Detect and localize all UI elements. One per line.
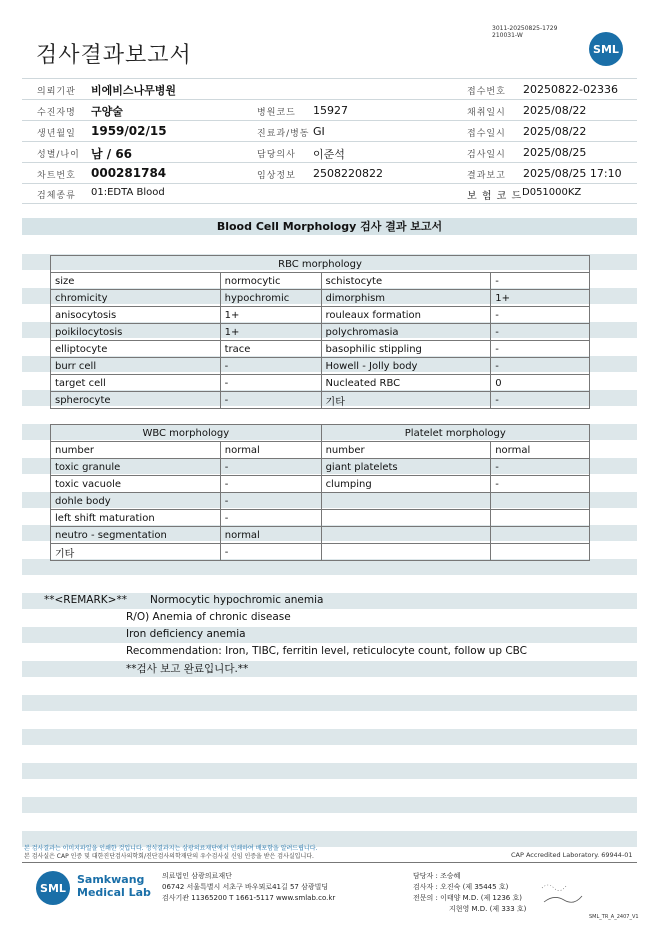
wbc-item: left shift maturation — [51, 510, 221, 527]
rbc-item: Nucleated RBC — [321, 375, 491, 392]
remark-line: R/O) Anemia of chronic disease — [126, 611, 291, 623]
document-code-line: 3011-20250825-1729 — [492, 25, 558, 32]
wbc-value: - — [220, 493, 321, 510]
rbc-item: poikilocytosis — [51, 324, 221, 341]
platelet-item: number — [321, 442, 491, 459]
table-row — [51, 307, 590, 324]
label-receipt-date: 접수일시 — [467, 129, 506, 139]
label-physician: 담당의사 — [257, 150, 296, 160]
table-row — [51, 375, 590, 392]
platelet-item — [321, 527, 491, 544]
sml-logo: SML — [589, 32, 623, 66]
rbc-item: polychromasia — [321, 324, 491, 341]
rbc-morphology-table — [50, 255, 590, 409]
wbc-item: neutro - segmentation — [51, 527, 221, 544]
section-title: Blood Cell Morphology 검사 결과 보고서 — [22, 218, 637, 235]
table-row — [51, 358, 590, 375]
insurance-code: D051000KZ — [522, 187, 582, 198]
platelet-value — [491, 493, 590, 510]
rbc-value: 1+ — [220, 307, 321, 324]
document-code-line: 210031-W — [492, 32, 523, 39]
rbc-value: - — [220, 392, 321, 409]
wbc-value: - — [220, 476, 321, 493]
rbc-item: dimorphism — [321, 290, 491, 307]
rbc-item: schistocyte — [321, 273, 491, 290]
remark-line: **검사 보고 완료입니다.** — [126, 663, 249, 675]
rbc-item: basophilic stippling — [321, 341, 491, 358]
platelet-value: - — [491, 459, 590, 476]
receipt-number: 20250822-02336 — [523, 83, 618, 96]
remark-label: **<REMARK>** — [44, 594, 127, 606]
rbc-value: 1+ — [220, 324, 321, 341]
wbc-item: dohle body — [51, 493, 221, 510]
rbc-value: - — [491, 392, 590, 409]
remark-line: Normocytic hypochromic anemia — [150, 594, 324, 606]
remark-line: Recommendation: Iron, TIBC, ferritin level, reticulocyte count, follow up CBC — [126, 645, 527, 657]
page-title: 검사결과보고서 — [36, 43, 192, 68]
staff-line: 지현영 M.D. (제 333 호) — [449, 905, 527, 913]
specimen-type: 01:EDTA Blood — [91, 187, 165, 198]
report-date: 2025/08/25 17:10 — [523, 167, 622, 180]
platelet-value: - — [491, 476, 590, 493]
rbc-item: spherocyte — [51, 392, 221, 409]
platelet-item — [321, 544, 491, 561]
platelet-value — [491, 527, 590, 544]
wbc-item: toxic granule — [51, 459, 221, 476]
platelet-table-title: Platelet morphology — [321, 425, 589, 442]
hospital-code: 15927 — [313, 104, 348, 117]
footer-address — [162, 871, 335, 904]
address-line: 06742 서울특별시 서초구 바우뫼로41길 57 삼광빌딩 — [162, 883, 329, 891]
rbc-value: - — [491, 307, 590, 324]
rbc-item: Howell - Jolly body — [321, 358, 491, 375]
physician: 이준석 — [313, 148, 345, 161]
label-report-date: 결과보고 — [467, 171, 506, 181]
rbc-value: - — [491, 358, 590, 375]
table-row — [51, 510, 590, 527]
rbc-item: rouleaux formation — [321, 307, 491, 324]
patient-name: 구양술 — [91, 105, 123, 118]
table-row — [51, 493, 590, 510]
birth-date: 1959/02/15 — [91, 124, 167, 138]
label-clinical-info: 임상정보 — [257, 171, 296, 181]
table-row — [51, 527, 590, 544]
label-receipt-number: 접수번호 — [467, 87, 506, 97]
table-row — [51, 324, 590, 341]
sex-age: 남 / 66 — [91, 147, 133, 161]
clinical-info: 2508220822 — [313, 167, 383, 180]
rbc-item: 기타 — [321, 392, 491, 409]
footer-note: 본 검사결과는 이미지파일을 인쇄한 것입니다. 정식결과지는 삼광의료재단에서 인쇄하여 배포함을 알려드립니다. — [24, 845, 318, 852]
label-hospital-code: 병원코드 — [257, 108, 296, 118]
wbc-value: normal — [220, 527, 321, 544]
wbc-value: - — [220, 544, 321, 561]
table-row — [51, 392, 590, 409]
rbc-value: normocytic — [220, 273, 321, 290]
wbc-table-title: WBC morphology — [51, 425, 322, 442]
staff-line: 검사자 : 오진숙 (제 35445 호) — [413, 883, 509, 891]
label-test-date: 검사일시 — [467, 150, 506, 160]
rbc-value: 0 — [491, 375, 590, 392]
remark-line: Iron deficiency anemia — [126, 628, 246, 640]
label-department: 진료과/병동 — [257, 129, 310, 139]
table-row — [51, 273, 590, 290]
cap-accreditation: CAP Accredited Laboratory. 69944-01 — [511, 851, 633, 859]
rbc-value: - — [491, 273, 590, 290]
rbc-value: 1+ — [491, 290, 590, 307]
label-patient-name: 수진자명 — [37, 108, 76, 118]
table-row — [51, 476, 590, 493]
table-row — [51, 459, 590, 476]
platelet-item — [321, 510, 491, 527]
form-code: SML_TR_A_2407_V1 — [589, 914, 639, 920]
address-line: 검사기관 11365200 T 1661-5117 www.smlab.co.kr — [162, 894, 336, 902]
label-insurance-code: 보 험 코 드 — [467, 191, 523, 202]
table-row — [51, 442, 590, 459]
department: GI — [313, 125, 325, 138]
staff-line: 전문의 : 이태양 M.D. (제 1236 호) — [413, 894, 522, 902]
table-row — [51, 341, 590, 358]
address-line: 의료법인 삼광의료재단 — [162, 872, 232, 880]
platelet-item: clumping — [321, 476, 491, 493]
platelet-value: normal — [491, 442, 590, 459]
wbc-platelet-table — [50, 424, 590, 561]
wbc-item: number — [51, 442, 221, 459]
sml-footer-logo: SML — [36, 871, 70, 905]
staff-line: 담당자 : 조승혜 — [413, 872, 461, 880]
rbc-table-title: RBC morphology — [51, 256, 590, 273]
signature-image — [538, 876, 598, 912]
rbc-item: elliptocyte — [51, 341, 221, 358]
platelet-value — [491, 544, 590, 561]
rbc-item: target cell — [51, 375, 221, 392]
rbc-value: hypochromic — [220, 290, 321, 307]
label-requesting-institution: 의뢰기관 — [37, 87, 76, 97]
brand-name: Samkwang — [77, 873, 145, 886]
footer-staff — [413, 871, 526, 915]
receipt-date: 2025/08/22 — [523, 125, 587, 138]
platelet-value — [491, 510, 590, 527]
wbc-value: normal — [220, 442, 321, 459]
collection-date: 2025/08/22 — [523, 104, 587, 117]
rbc-value: trace — [220, 341, 321, 358]
table-row — [51, 544, 590, 561]
wbc-value: - — [220, 510, 321, 527]
platelet-item — [321, 493, 491, 510]
platelet-item: giant platelets — [321, 459, 491, 476]
label-chart-number: 차트번호 — [37, 171, 76, 181]
rbc-item: chromicity — [51, 290, 221, 307]
requesting-institution: 비에비스나무병원 — [91, 84, 177, 97]
rbc-item: anisocytosis — [51, 307, 221, 324]
label-birth-date: 생년월일 — [37, 129, 76, 139]
table-row — [51, 290, 590, 307]
rbc-value: - — [491, 341, 590, 358]
wbc-value: - — [220, 459, 321, 476]
label-specimen-type: 검체종류 — [37, 191, 76, 201]
wbc-item: toxic vacuole — [51, 476, 221, 493]
footer-note: 본 검사실은 CAP 인증 및 대한진단검사의학회/진단검사의학재단의 우수검사실 신임 인증을 받은 검사실입니다. — [24, 853, 314, 860]
rbc-value: - — [491, 324, 590, 341]
brand-name: Medical Lab — [77, 886, 151, 899]
chart-number: 000281784 — [91, 166, 167, 180]
label-sex-age: 성별/나이 — [37, 150, 80, 160]
rbc-value: - — [220, 375, 321, 392]
rbc-value: - — [220, 358, 321, 375]
document-code — [492, 25, 557, 39]
rbc-item: burr cell — [51, 358, 221, 375]
label-collection-date: 채취일시 — [467, 108, 506, 118]
rbc-item: size — [51, 273, 221, 290]
wbc-item: 기타 — [51, 544, 221, 561]
test-date: 2025/08/25 — [523, 146, 587, 159]
footer-brand — [77, 873, 151, 899]
